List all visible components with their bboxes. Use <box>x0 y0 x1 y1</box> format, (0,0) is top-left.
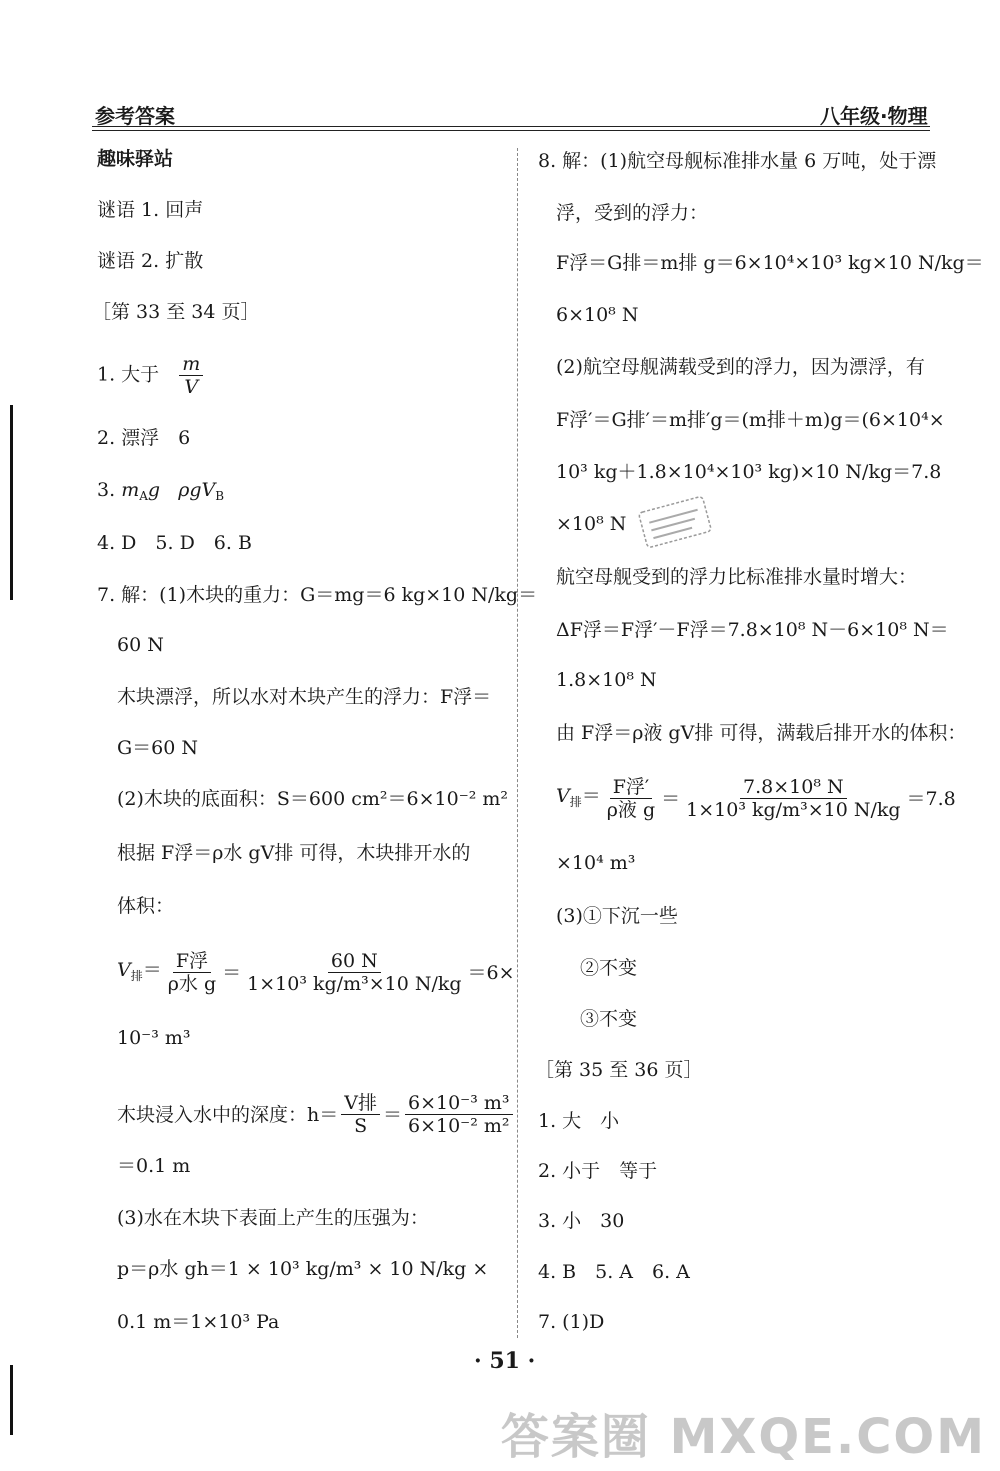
answer-3: 3. $m_Ag$ ρgV$_B$ <box>97 479 225 503</box>
q8-line-5: (2)航空母舰满载受到的浮力，因为漂浮，有 <box>556 356 925 378</box>
q8-line-11: 1.8×10⁸ N <box>556 669 657 691</box>
scan-edge-mark-bottom <box>10 1365 13 1435</box>
q7-line-4: G＝60 N <box>117 737 199 759</box>
q7-line-5: (2)木块的底面积：S＝600 cm²＝6×10⁻² m² <box>117 788 509 810</box>
q7-frac1-num: F浮 <box>173 950 211 973</box>
answer2-7: 7. (1)D <box>538 1311 605 1333</box>
riddle-1: 谜语 1. 回声 <box>97 199 204 221</box>
q8-line-8: ×10⁸ N <box>556 513 627 535</box>
q7-frac3-den: S <box>354 1115 368 1137</box>
header-left: 参考答案 <box>95 104 175 128</box>
answers-4-6: 4. D 5. D 6. B <box>97 532 252 554</box>
fraction-m-over-v <box>179 353 203 398</box>
q7-frac4-den: 6×10⁻² m² <box>408 1115 510 1137</box>
header-right: 八年级·物理 <box>820 104 928 128</box>
q8-frac1-num: F浮′ <box>610 776 653 799</box>
q7-frac3-num: V排 <box>341 1092 380 1115</box>
scan-edge-mark-top <box>10 405 13 600</box>
page-range-33-34: ［第 33 至 34 页］ <box>92 301 260 323</box>
q7-line-12: (3)水在木块下表面上产生的压强为： <box>117 1207 429 1229</box>
q8-line-1: 8. 解：(1)航空母舰标准排水量 6 万吨，处于漂 <box>538 150 937 172</box>
watermark-logo <box>501 1411 986 1463</box>
watermark-text: 答案圈 MXQE.COM <box>500 1409 986 1465</box>
answer-2: 2. 漂浮 6 <box>97 427 191 449</box>
q8-line-4: 6×10⁸ N <box>556 304 639 326</box>
page-range-35-36: ［第 35 至 36 页］ <box>535 1059 703 1081</box>
fraction-num: m <box>179 353 203 376</box>
q8-line-9: 航空母舰受到的浮力比标准排水量时增大： <box>556 566 918 588</box>
q7-line-7: 体积： <box>117 895 175 917</box>
q8-line-12: 由 F浮＝ρ液 gV排 可得，满载后排开水的体积： <box>556 722 967 744</box>
answer2-3: 3. 小 30 <box>538 1210 625 1232</box>
q7-frac4-num: 6×10⁻³ m³ <box>405 1092 513 1115</box>
page-number: · 51 · <box>474 1348 536 1374</box>
q7-frac2-den: 1×10³ kg/m³×10 N/kg <box>247 973 462 995</box>
q8-frac1-den: ρ液 g <box>606 799 656 821</box>
q8-volume-equation: $V_排=$ $\frac{\text{F浮′}}{\text{ρ液 g}}$ ＝ $\frac{\text{7.8×10⁸ N}}{\text{1×10³ kg/m³×10 N/kg}}$ ＝7.8 <box>556 776 956 821</box>
q7-line-13: p＝ρ水 gh＝1 × 10³ kg/m³ × 10 N/kg × <box>117 1258 489 1280</box>
q7-depth-label: 木块浸入水中的深度：h＝ <box>117 1103 339 1126</box>
q8-line-7: 10³ kg＋1.8×10⁴×10³ kg)×10 N/kg＝7.8 <box>556 461 942 483</box>
q8-line-15: (3)①下沉一些 <box>556 905 678 927</box>
q8-line-16: ②不变 <box>580 957 638 979</box>
answer-1-text: 1. 大于 <box>97 363 160 386</box>
q7-frac1-den: ρ水 g <box>167 973 217 995</box>
q8-fraction-2 <box>683 776 903 821</box>
q7-fraction-2 <box>244 950 464 995</box>
q7-line-9: 10⁻³ m³ <box>117 1027 191 1049</box>
q7-frac2-num: 60 N <box>328 950 381 973</box>
q8-fraction-1 <box>604 776 658 821</box>
q8-line-6: F浮′＝G排′＝m排′g＝(m排＋m)g＝(6×10⁴× <box>556 409 945 431</box>
q7-line-2: 60 N <box>117 634 164 656</box>
q7-line-11: ＝0.1 m <box>117 1155 191 1177</box>
section-title: 趣味驿站 <box>97 148 174 170</box>
riddle-2: 谜语 2. 扩散 <box>97 250 204 272</box>
q7-fraction-1 <box>165 950 219 995</box>
q7-fraction-4 <box>405 1092 513 1137</box>
q8-line-2: 浮，受到的浮力： <box>556 202 709 224</box>
q7-line-14: 0.1 m＝1×10³ Pa <box>117 1311 280 1333</box>
q8-line-3: F浮＝G排＝m排 g＝6×10⁴×10³ kg×10 N/kg＝ <box>556 252 984 274</box>
q8-line-10: ΔF浮＝F浮′－F浮＝7.8×10⁸ N－6×10⁸ N＝ <box>556 619 949 641</box>
column-divider <box>517 148 518 1338</box>
q7-line-3: 木块漂浮，所以水对木块产生的浮力：F浮＝ <box>117 686 492 708</box>
stamp-icon <box>636 494 714 551</box>
q7-depth-equation: 木块浸入水中的深度：h＝ $\frac{\text{V排}}{S}$ ＝ $\frac{\text{6×10⁻³ m³}}{\text{6×10⁻² m²}}$ <box>117 1092 516 1137</box>
answer-3-number: 3. <box>97 479 116 501</box>
q8-line-14: ×10⁴ m³ <box>556 852 636 874</box>
q7-fraction-3 <box>341 1092 380 1137</box>
q7-volume-equation: $V_排=$ $\frac{\text{F浮}}{\text{ρ水 g}}$ ＝ $\frac{60 N}{\text{1×10³ kg/m³×10 N/kg}}$ ＝6× <box>117 950 515 995</box>
fraction-den: V <box>184 376 199 398</box>
q7-line-1: 7. 解：(1)木块的重力：G＝mg＝6 kg×10 N/kg＝ <box>97 584 538 606</box>
q7-line-6: 根据 F浮＝ρ水 gV排 可得，木块排开水的 <box>117 842 471 864</box>
q8-line-17: ③不变 <box>580 1008 638 1030</box>
answers2-4-6: 4. B 5. A 6. A <box>538 1261 690 1283</box>
answer2-2: 2. 小于 等于 <box>538 1160 658 1182</box>
answer-1 <box>97 353 206 398</box>
answer2-1: 1. 大 小 <box>538 1110 620 1132</box>
header-rule-thin <box>92 130 930 131</box>
q8-frac2-den: 1×10³ kg/m³×10 N/kg <box>686 799 901 821</box>
q7-volume-result: ＝6× <box>467 961 515 984</box>
q8-volume-result: ＝7.8 <box>906 787 956 810</box>
q8-frac2-num: 7.8×10⁸ N <box>740 776 847 799</box>
header-rule <box>92 126 930 127</box>
